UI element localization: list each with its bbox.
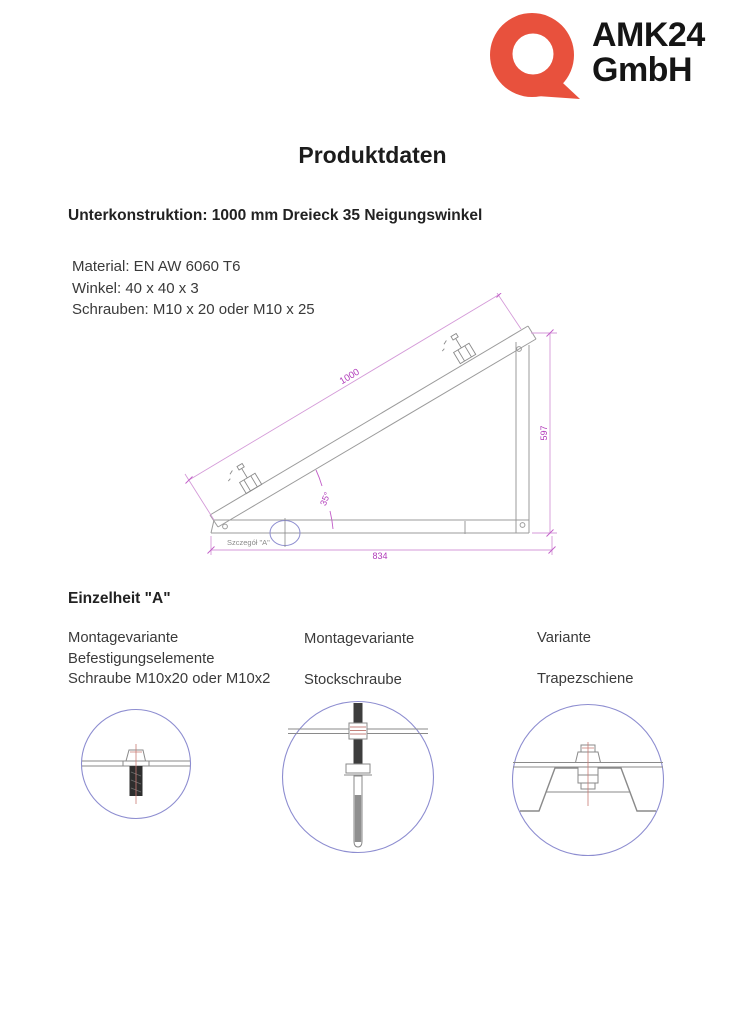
- variant-line: Befestigungselemente: [68, 650, 215, 667]
- variant-column-schraube: [68, 628, 270, 690]
- detail-view-schraube: [80, 708, 192, 820]
- variant-line: Trapezschiene: [537, 671, 634, 687]
- variant-line: Montagevariante: [68, 630, 179, 646]
- logo-text: [592, 18, 705, 88]
- logo-line2: GmbH: [592, 51, 692, 89]
- dimensions: [185, 293, 557, 561]
- dim-1000-label: 1000: [337, 366, 362, 388]
- module-clamp-icon: [224, 460, 262, 498]
- detail-heading: Einzelheit "A": [68, 590, 171, 607]
- variant-line: Variante: [537, 630, 592, 646]
- triangle-frame: [210, 326, 536, 534]
- variant-line: Schraube M10x20 oder M10x2: [68, 671, 271, 687]
- module-clamp-icon: [438, 330, 476, 368]
- hanger-bolt-icon: [344, 703, 372, 847]
- variant-line: Stockschraube: [304, 672, 402, 688]
- angle-35-label: 35°: [318, 490, 333, 508]
- logo-line1: AMK24: [592, 16, 705, 54]
- detail-view-trapezschiene: [510, 702, 666, 858]
- dim-597-label: 597: [539, 425, 549, 441]
- detail-view-stockschraube: [280, 699, 436, 855]
- spec-winkel: Winkel: 40 x 40 x 3: [72, 279, 199, 297]
- dim-834-label: 834: [372, 551, 388, 561]
- detail-marker-label: Szczegół "A": [227, 538, 270, 547]
- variant-line: Montagevariante: [304, 631, 415, 647]
- page-title: Produktdaten: [298, 142, 447, 168]
- product-heading: Unterkonstruktion: 1000 mm Dreieck 35 Neigungswinkel: [68, 207, 483, 224]
- technical-drawing: [150, 293, 580, 565]
- spec-material: Material: EN AW 6060 T6: [72, 258, 241, 275]
- variant-column-stockschraube: [304, 629, 414, 691]
- brand-logo: [486, 10, 705, 102]
- spec-schrauben: Schrauben: M10 x 20 oder M10 x 25: [72, 301, 315, 318]
- logo-a-icon: [486, 10, 588, 102]
- variant-column-trapezschiene: [537, 628, 634, 690]
